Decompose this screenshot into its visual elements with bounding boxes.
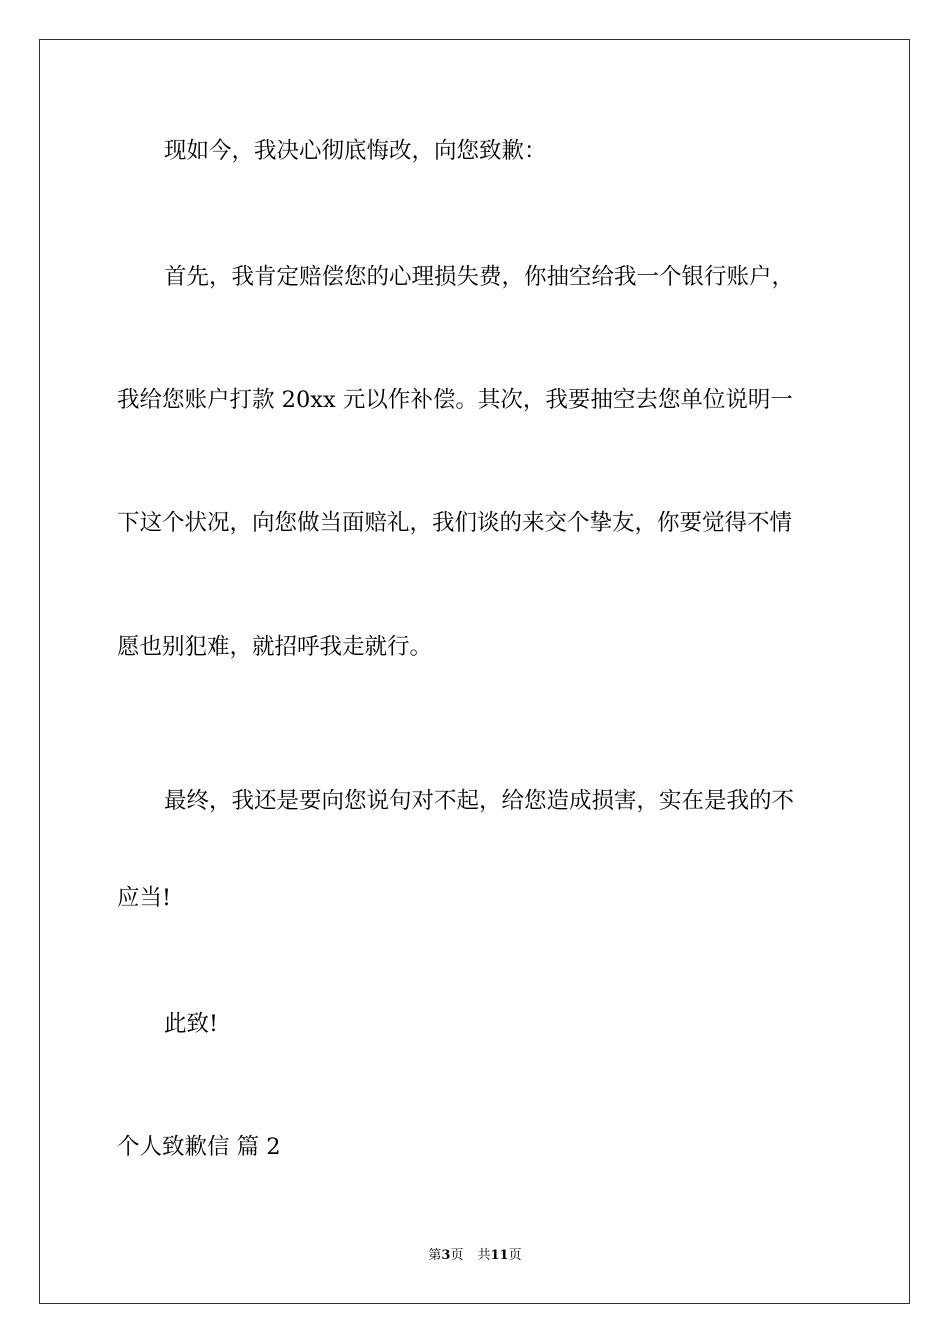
paragraph-line: 我给您账户打款 20xx 元以作补偿。其次，我要抽空去您单位说明一 xyxy=(117,387,793,413)
paragraph-line: 愿也别犯难，就招呼我走就行。 xyxy=(117,634,433,660)
footer-page-current: 3 xyxy=(441,1248,451,1263)
paragraph-line: 最终，我还是要向您说句对不起，给您造成损害，实在是我的不 xyxy=(164,788,795,814)
footer-page-total: 11 xyxy=(490,1248,509,1263)
page-footer xyxy=(0,1247,950,1265)
footer-page-suffix: 页 xyxy=(450,1248,464,1263)
paragraph-line: 现如今，我决心彻底悔改，向您致歉： xyxy=(164,138,547,164)
footer-page-prefix: 第 xyxy=(428,1248,442,1263)
footer-total-prefix: 共 xyxy=(477,1248,491,1263)
paragraph-line: 下这个状况，向您做当面赔礼，我们谈的来交个挚友，你要觉得不情 xyxy=(117,510,793,536)
paragraph-line: 应当! xyxy=(117,885,172,911)
paragraph-line: 此致! xyxy=(164,1011,219,1037)
section-heading: 个人致歉信 篇 2 xyxy=(117,1134,281,1160)
footer-total-suffix: 页 xyxy=(508,1248,522,1263)
page-border xyxy=(39,39,910,1304)
paragraph-line: 首先，我肯定赔偿您的心理损失费，你抽空给我一个银行账户， xyxy=(164,264,795,290)
